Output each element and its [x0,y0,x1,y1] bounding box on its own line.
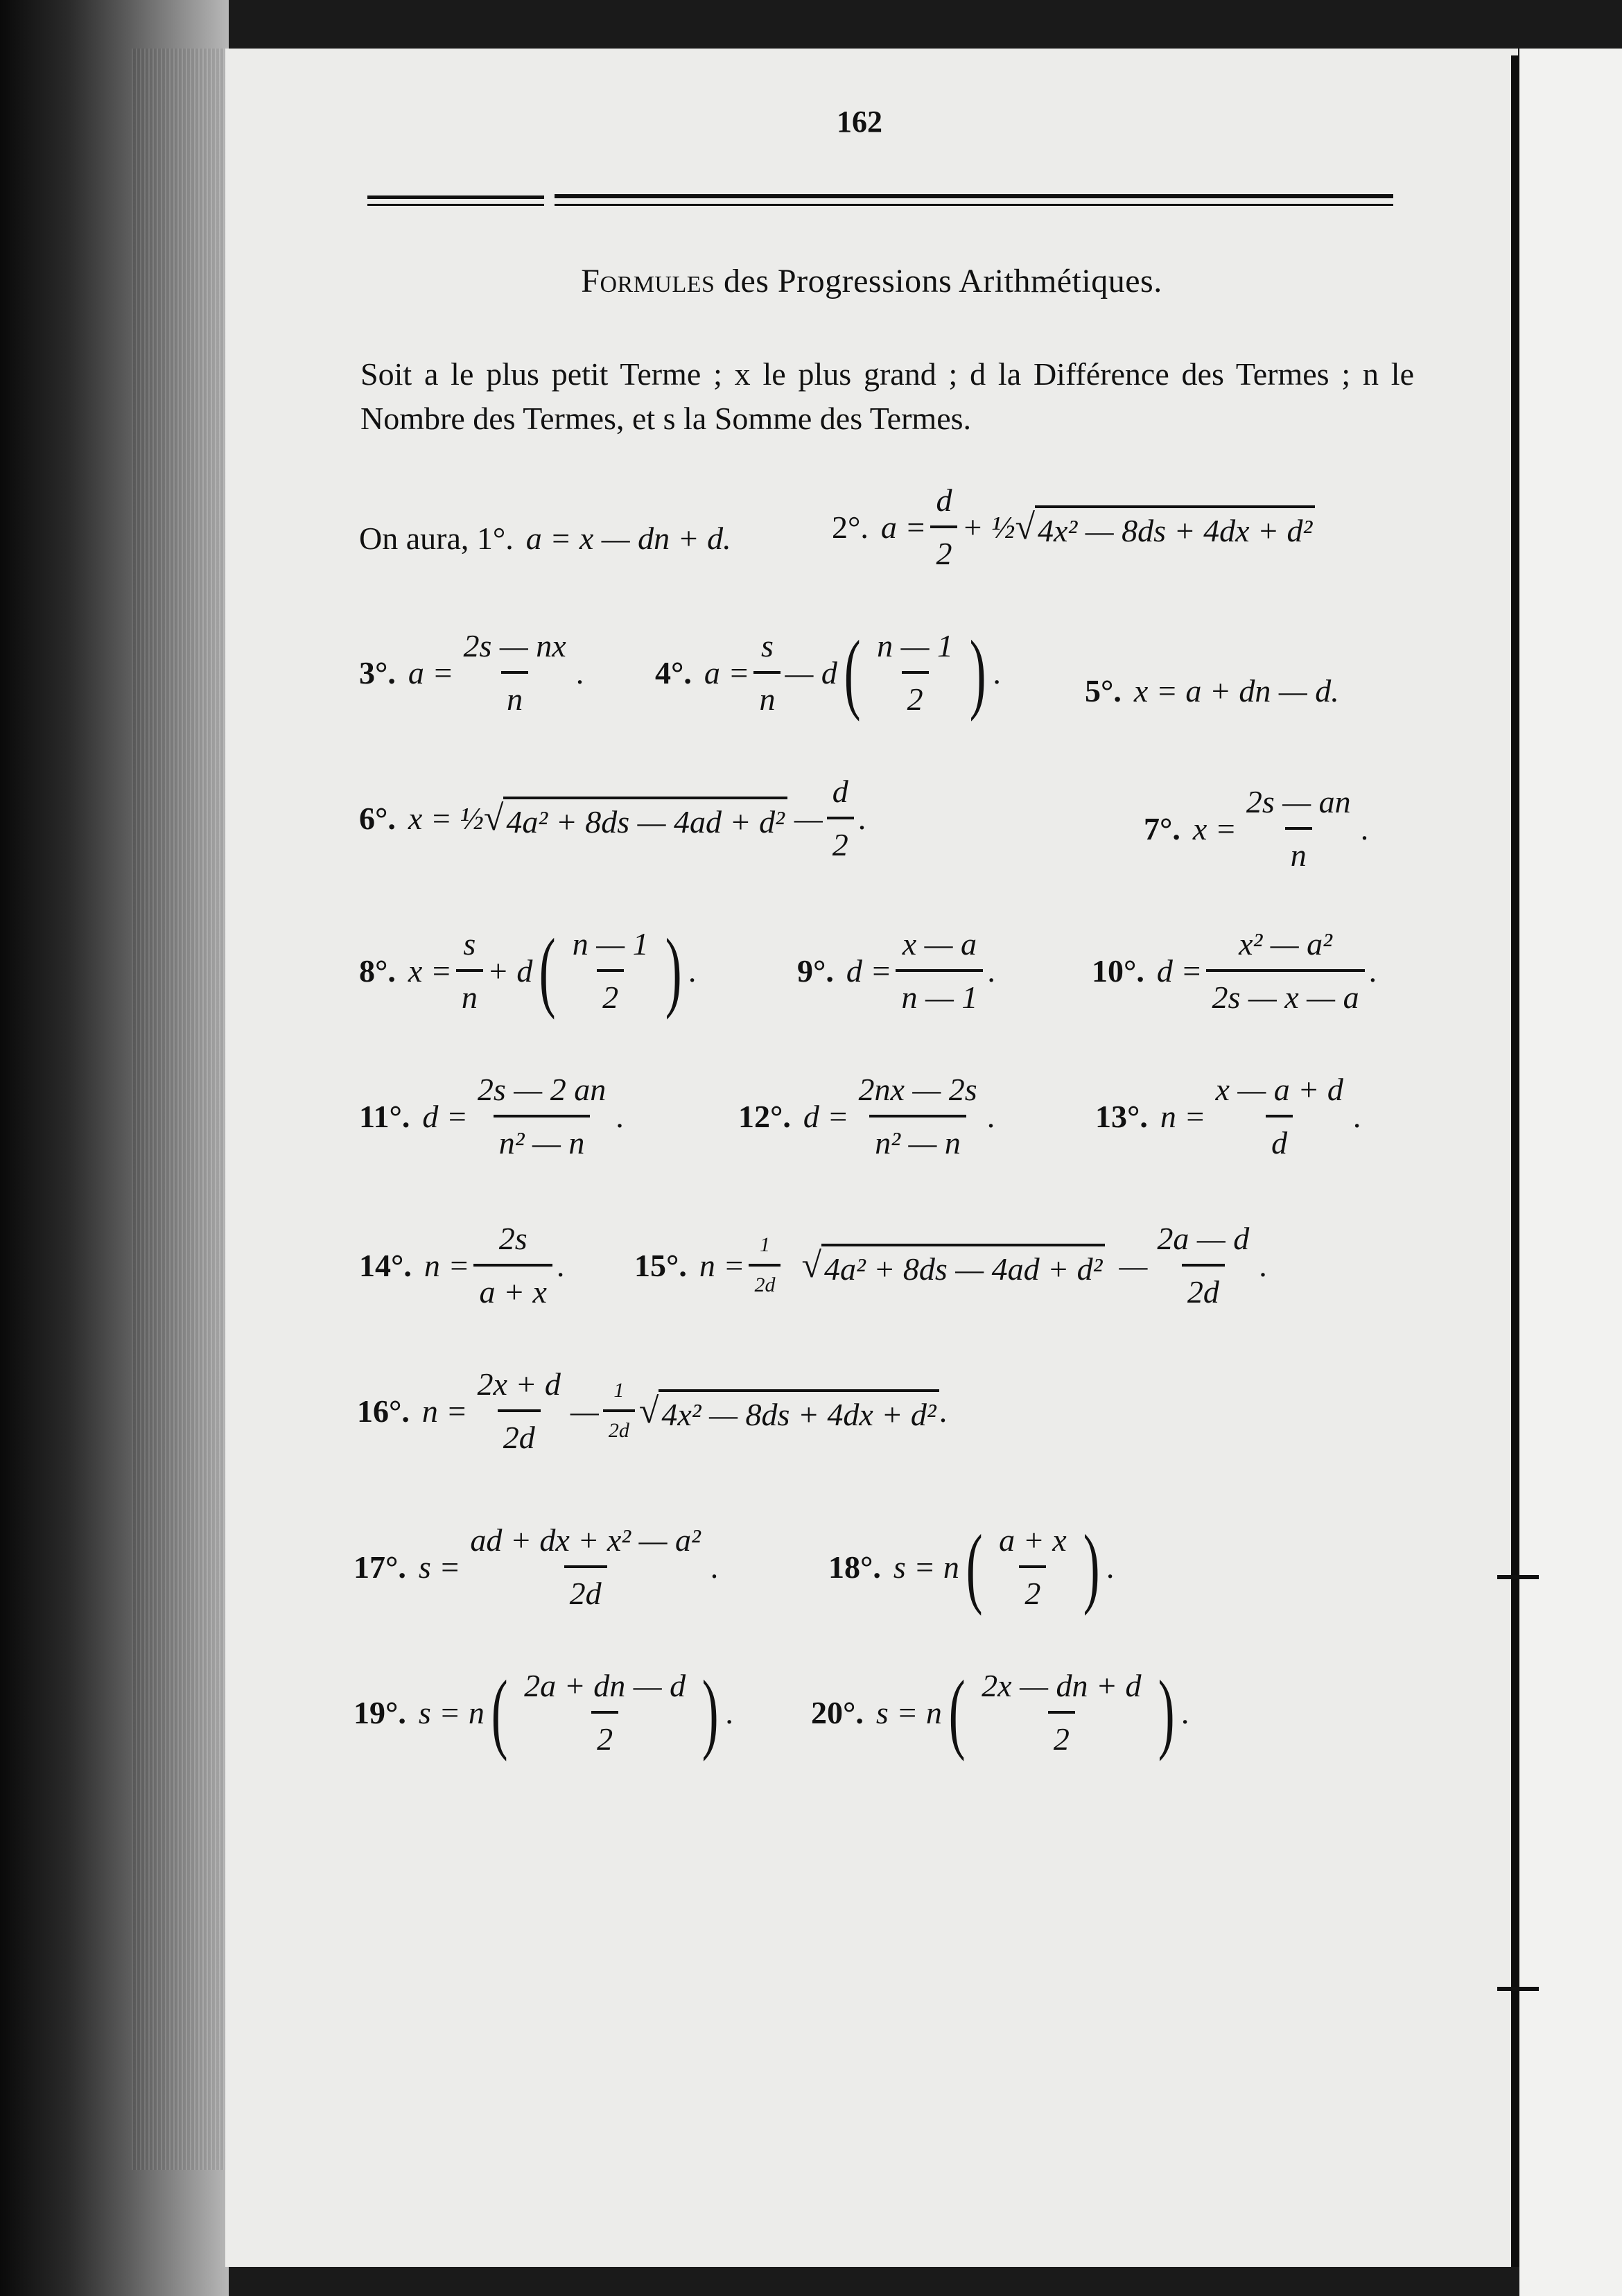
numerator: n — 1 [572,926,649,962]
formula-end: . [556,1247,565,1283]
title-rest: des Progressions Arithmétiques. [715,263,1162,299]
fraction [853,1071,982,1161]
denominator: n [1285,827,1312,873]
numerator: x — a [902,926,977,962]
formula-mid: — [570,1393,599,1429]
formula-label: On aura, 1°. [359,521,514,556]
numerator: d [936,482,952,518]
formula-label: 19°. [354,1694,406,1730]
formula-19 [354,1662,733,1762]
formula-label: 7°. [1144,810,1180,846]
denominator: 2 [902,671,929,718]
header-rule [555,204,1393,206]
formula-2 [832,482,1315,572]
fraction [1241,783,1357,873]
denominator: 2d [603,1409,635,1443]
numerator: s [761,628,774,663]
numerator: 1 [613,1379,625,1402]
formula-15 [634,1220,1267,1310]
formula-end: . [710,1549,719,1585]
radical-sign: √ [801,1245,821,1285]
formula-lhs: d = [422,1098,468,1134]
formula-7 [1144,783,1368,873]
denominator: a + x [473,1264,552,1310]
numerator: 2s — an [1246,784,1351,819]
formula-17 [354,1522,718,1612]
formula-end: . [857,800,866,836]
denominator: 2d [564,1565,607,1612]
fraction [457,627,571,718]
formula-end: . [575,654,584,690]
formula-lhs: x = [408,953,452,989]
formula-6 [359,773,866,863]
denominator: 2 [1048,1711,1075,1757]
formula-end: . [1180,1694,1189,1730]
formula-lhs: s = n [893,1549,959,1585]
denominator: 2 [827,817,854,863]
formula-text: a = x — dn + d. [525,521,731,556]
right-paren: ) [969,623,986,722]
formula-end: . [1259,1247,1267,1283]
formula-mid: — [1119,1247,1148,1283]
scan-mark [1497,1987,1539,1991]
numerator: 2a — d [1157,1221,1250,1256]
numerator: 2s [498,1221,527,1256]
formula-label: 12°. [738,1098,791,1134]
formula-13 [1095,1071,1361,1161]
title-small-caps: Formules [581,263,715,299]
radicand: 4x² — 8ds + 4dx + d² [659,1389,939,1433]
fraction [471,1366,566,1456]
formula-label: 9°. [797,953,834,989]
numerator: x — a + d [1215,1072,1343,1107]
denominator: n [456,969,483,1016]
formula-lhs: d = [803,1098,849,1134]
radical-sign: √ [483,798,504,838]
formula-label: 18°. [828,1549,881,1585]
numerator: 2s — 2 an [477,1072,607,1107]
numerator: 1 [759,1233,770,1256]
denominator: 2 [591,1711,618,1757]
formula-mid: + d [487,953,533,989]
formula-end: . [1352,1098,1361,1134]
formula-lhs: n = [424,1247,470,1283]
formula-lhs: a = [704,654,750,690]
numerator: s [463,926,476,962]
header-rule [367,204,544,206]
next-page-strip [1519,49,1622,2296]
formula-end: . [1106,1549,1115,1585]
formula-8 [359,921,697,1020]
denominator: n — 1 [896,969,983,1016]
formula-18 [828,1517,1115,1617]
formula-label: 2°. [832,509,869,545]
formula-end: . [688,953,697,989]
fraction [518,1667,691,1757]
formula-end: . [1368,953,1377,989]
formula-4 [655,623,1001,722]
formula-label: 4°. [655,654,692,690]
numerator: x² — a² [1239,926,1332,962]
formula-label: 20°. [811,1694,864,1730]
formula-end: . [616,1098,624,1134]
formula-end: . [986,1098,995,1134]
formula-lhs: d = [1156,953,1203,989]
formula-1 [359,520,731,557]
denominator: n² — n [494,1115,591,1161]
formula-label: 5°. [1085,673,1122,708]
left-paren: ( [948,1662,966,1762]
formula-label: 8°. [359,953,396,989]
fraction [1206,925,1364,1016]
header-rule [367,195,544,199]
numerator: ad + dx + x² — a² [470,1522,701,1558]
formula-end: . [993,654,1001,690]
formula-end: . [987,953,995,989]
formula-label: 6°. [359,800,396,836]
page-right-border [1511,55,1519,2267]
denominator: 2 [930,525,957,572]
left-paren: ( [491,1662,508,1762]
page-edges [132,49,229,2170]
fraction [472,1071,611,1161]
right-paren: ) [1083,1517,1100,1617]
formula-lhs: s = n [875,1694,942,1730]
numerator: 2nx — 2s [858,1072,977,1107]
denominator: 2 [1019,1565,1046,1612]
left-paren: ( [844,623,861,722]
formula-20 [811,1662,1189,1762]
denominator: 2 [597,969,624,1016]
formula-12 [738,1071,995,1161]
fraction [871,627,959,718]
formula-lhs: n = [421,1393,468,1429]
scan-mark [1497,1575,1539,1579]
formula-lhs: a = [880,509,927,545]
formula-mid: — [794,800,823,836]
denominator: 2s — x — a [1206,969,1364,1016]
fraction [603,1379,635,1443]
formula-lhs: d = [846,953,892,989]
fraction [827,773,854,863]
fraction [930,482,957,572]
fraction [456,925,483,1016]
denominator: n [753,671,781,718]
page-number: 162 [837,105,882,139]
formula-label: 16°. [357,1393,410,1429]
numerator: 2a + dn — d [524,1668,686,1703]
denominator: 2d [498,1409,541,1456]
fraction [993,1522,1072,1612]
formula-end: . [1360,810,1369,846]
radicand: 4a² + 8ds — 4ad + d² [503,797,787,840]
formula-lhs: x = [1192,810,1237,846]
radical-sign: √ [638,1391,659,1431]
formula-5 [1085,672,1339,709]
formula-label: 17°. [354,1549,406,1585]
formula-label: 14°. [359,1247,412,1283]
denominator: d [1266,1115,1293,1161]
left-paren: ( [539,921,556,1020]
formula-label: 11°. [359,1098,410,1134]
numerator: 2s — nx [463,628,566,663]
fraction [1151,1220,1255,1310]
fraction [1210,1071,1348,1161]
formula-end: . [725,1694,733,1730]
header-rule [555,194,1393,198]
right-paren: ) [665,921,682,1020]
formula-lhs: x = ½ [408,800,484,836]
formula-label: 13°. [1095,1098,1148,1134]
numerator: 2x — dn + d [982,1668,1142,1703]
right-paren: ) [701,1662,719,1762]
formula-10 [1092,925,1377,1016]
section-title [225,262,1518,300]
formula-label: 3°. [359,654,396,690]
formula-lhs: a = [408,654,454,690]
denominator: 2d [1182,1264,1225,1310]
formula-end: . [939,1393,948,1429]
fraction [976,1667,1146,1757]
formula-lhs: s = [418,1549,461,1585]
formula-label: 15°. [634,1247,687,1283]
radical-sign: √ [1015,507,1036,547]
formula-3 [359,627,584,718]
denominator: n² — n [869,1115,966,1161]
numerator: d [832,774,848,809]
radicand: 4a² + 8ds — 4ad + d² [821,1244,1105,1287]
radicand: 4x² — 8ds + 4dx + d² [1035,505,1315,549]
formula-9 [797,925,995,1016]
numerator: 2x + d [477,1366,561,1402]
formula-lhs: n = [1160,1098,1206,1134]
formula-14 [359,1220,564,1310]
fraction [567,925,654,1016]
left-paren: ( [966,1517,983,1617]
numerator: a + x [999,1522,1067,1558]
formula-lhs: n = [699,1247,745,1283]
fraction [464,1522,706,1612]
fraction [896,925,983,1016]
fraction [753,627,781,718]
numerator: n — 1 [877,628,954,663]
formula-text: x = a + dn — d. [1133,673,1339,708]
formula-11 [359,1071,624,1161]
formula-mid: + ½ [961,509,1015,545]
intro-paragraph: Soit a le plus petit Terme ; x le plus grand ; d la Différence des Termes ; n le Nombre des Termes, et s la Somme des Termes. [360,356,1414,436]
right-paren: ) [1158,1662,1175,1762]
fraction [749,1233,781,1297]
denominator: 2d [749,1264,781,1297]
fraction [473,1220,552,1310]
formula-mid: — d [785,654,837,690]
formula-16 [357,1366,947,1456]
denominator: n [501,671,528,718]
formula-label: 10°. [1092,953,1144,989]
formula-lhs: s = n [418,1694,485,1730]
